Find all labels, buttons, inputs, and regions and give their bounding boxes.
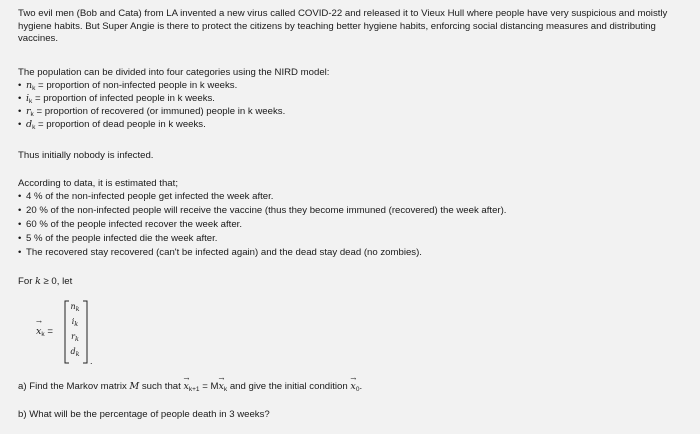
data-item: • 5 % of the people infected die the week after. [18, 233, 218, 244]
model-item-n-desc: = proportion of non-infected people in k weeks. [38, 80, 238, 91]
model-item-i: • $i_k$ = proportion of infected people in k weeks. [18, 93, 215, 105]
question-a [18, 381, 362, 393]
matrix-period: . [90, 356, 93, 366]
question-a-label: a) [18, 381, 27, 392]
data-item-text: 5 % of the people infected die the week after. [26, 233, 218, 244]
let-line [18, 276, 72, 288]
var-i: i [26, 93, 30, 104]
data-item-text: The recovered stay recovered (can't be infected again) and the dead stay dead (no zombies). [26, 247, 422, 258]
data-item-text: 60 % of the people infected recover the week after. [26, 219, 242, 230]
model-item-i-desc: = proportion of infected people in k weeks. [34, 93, 215, 104]
var-M: M [129, 381, 140, 392]
var-d: d [26, 119, 33, 130]
sub-k: k [223, 386, 228, 393]
question-b-label: b) [18, 409, 27, 420]
vec-x: → x [350, 381, 355, 393]
sub-k: k [32, 124, 36, 131]
var-r: r [26, 106, 31, 117]
sub-k: k [41, 331, 45, 338]
state-vector-label [36, 326, 53, 337]
matrix-entry: $i_k$ [71, 317, 79, 328]
equals-sign: = [47, 326, 53, 337]
equation-middle: = M [202, 381, 219, 392]
var-k: k [35, 276, 41, 287]
initial-statement: Thus initially nobody is infected. [18, 150, 154, 161]
question-a-text: and give the initial condition [229, 381, 348, 392]
matrix-entry: $r_k$ [71, 332, 79, 343]
question-a-text: Find the Markov matrix [29, 381, 127, 392]
question-a-text: such that [141, 381, 181, 392]
sub-k: k [32, 85, 36, 92]
data-heading: According to data, it is estimated that; [18, 178, 178, 189]
model-heading: The population can be divided into four categories using the NIRD model: [18, 67, 330, 78]
sub-k: k [30, 111, 34, 118]
question-b [18, 409, 270, 421]
data-item: • 60 % of the people infected recover the week after. [18, 219, 242, 230]
sub-0: 0 [355, 386, 360, 393]
vec-x: → x [183, 381, 188, 393]
model-item-r-desc: = proportion of recovered (or immuned) people in k weeks. [36, 106, 286, 117]
data-item-text: 4 % of the non-infected people get infected the week after. [26, 191, 274, 202]
let-prefix: For [18, 276, 33, 287]
model-item-n: • $n_k$ = proportion of non-infected people in k weeks. [18, 80, 238, 92]
model-item-r: • $r_k$ = proportion of recovered (or immuned) people in k weeks. [18, 106, 286, 118]
sub-k-plus-1: k+1 [188, 386, 200, 393]
vec-x: → x [36, 326, 41, 337]
period: . [359, 381, 363, 392]
vec-x: → x [219, 381, 224, 393]
data-item: • 20 % of the non-infected people will receive the vaccine (thus they become immuned (recovered) the week after). [18, 205, 507, 216]
matrix-entry: $d_k$ [70, 347, 80, 358]
var-n: n [26, 80, 33, 91]
state-vector [36, 300, 116, 364]
intro-paragraph: Two evil men (Bob and Cata) from LA invented a new virus called COVID-22 and released it to Vieux Hull where people have very suspicious and moistly hygiene habits. But Super Angie is there to protect the citizens by teaching better hygiene habits, enforcing social distancing measures and distributing vaccines. [18, 8, 668, 45]
matrix-entry: $n_k$ [70, 302, 80, 313]
data-item-text: 20 % of the non-infected people will receive the vaccine (thus they become immuned (recovered) the week after). [26, 205, 507, 216]
model-item-d: • $d_k$ = proportion of dead people in k weeks. [18, 119, 206, 131]
let-condition: ≥ 0, let [43, 276, 73, 287]
question-b-text: What will be the percentage of people death in 3 weeks? [29, 409, 270, 420]
sub-k: k [29, 98, 33, 105]
data-item: • 4 % of the non-infected people get infected the week after. [18, 191, 274, 202]
model-item-d-desc: = proportion of dead people in k weeks. [38, 119, 206, 130]
data-item: • The recovered stay recovered (can't be infected again) and the dead stay dead (no zombies). [18, 247, 422, 258]
